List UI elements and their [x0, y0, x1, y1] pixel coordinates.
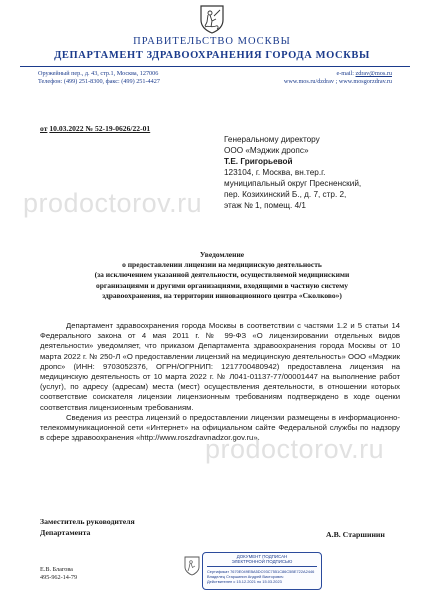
- recipient-line: 123104, г. Москва, вн.тер.г.: [224, 168, 326, 177]
- letter-body: [40, 321, 400, 443]
- websites-text[interactable]: www.mos.ru/dzdrav ; www.mosgorzdrav.ru: [283, 78, 392, 86]
- signatory-name: А.В. Старшинин: [326, 530, 385, 539]
- executor-block: [40, 566, 77, 582]
- esig-info: [207, 569, 319, 585]
- executor-phone: 495-962-14-79: [40, 574, 78, 581]
- signatory-title-line: Департамента: [40, 528, 91, 537]
- recipient-line: Генеральному директору: [224, 135, 320, 144]
- recipient-name: Т.Е. Григорьевой: [224, 157, 293, 166]
- body-paragraph: Департамент здравоохранения города Москвы в соответствии с частями 1.2 и 5 статьи 14 Федерального закона от 4 мая 2011 г. № 99-ФЗ «О лицензировании отдельных видов деятельности» уведомляет, что приказом Департамента здравоохранения города Москвы от 10 марта 2022 г. № 250-Л «О предоставлении лицензий на медицинскую деятельность» ООО «Мэджик дропс» (ИНН: 9703052376, ОГРН/ОГРНИП: 1217700480942) предоставлена лицензия на медицинскую деятельность от 10 марта 2022 г. № Л041-01137-77/00001447 на выполнение работ (услуг), по адресу (адресам) места (мест) осуществления деятельности, в отношении которых соответствие соискателя лицензии лицензионным требованиям подтверждено в ходе оценки соответствия лицензионным требованиям.: [40, 321, 400, 412]
- reference-number: 10.03.2022 № 52-19-0626/22-01: [49, 124, 151, 133]
- subject-line: организациями и другими организациями, входящими в частную систему: [95, 280, 348, 290]
- subject-heading: Уведомление: [199, 250, 245, 259]
- esig-validity: Действителен с 15.12.2021 по 15.03.2023: [207, 579, 282, 585]
- email-link[interactable]: zdrav@mos.ru: [355, 70, 392, 77]
- signatory-title: [40, 516, 135, 538]
- department-title: ДЕПАРТАМЕНТ ЗДРАВООХРАНЕНИЯ ГОРОДА МОСКВЫ: [54, 50, 370, 61]
- watermark-text: prodoctorov.ru: [23, 188, 203, 218]
- esig-heading: [203, 554, 321, 564]
- esig-heading-line: ЭЛЕКТРОННОЙ ПОДПИСЬЮ: [231, 559, 293, 565]
- recipient-block: [224, 134, 414, 211]
- recipient-line: пер. Козихинский Б., д. 7, стр. 2,: [224, 190, 347, 199]
- electronic-signature-stamp: [202, 552, 322, 590]
- document-reference: [40, 124, 150, 133]
- esig-heading-line: ДОКУМЕНТ ПОДПИСАН: [236, 554, 288, 559]
- recipient-line: ООО «Мэджик дропс»: [224, 146, 309, 155]
- moscow-coat-of-arms-small-icon: [184, 556, 200, 576]
- notice-subject: [48, 250, 396, 301]
- moscow-coat-of-arms-icon: [199, 4, 225, 34]
- subject-line: здравоохранения, на территории инновационного центра «Сколково»): [102, 290, 342, 300]
- executor-name: Е.В. Благова: [40, 566, 73, 573]
- body-paragraph: Сведения из реестра лицензий о предоставлении лицензии размещены в информационно-телекоммуникационной сети «Интернет» на официальном сайте Федеральной службы по надзору в сфере здравоохранения «http://www.roszdravnadzor.gov.ru».: [40, 412, 400, 443]
- address-text: Оружейный пер., д. 43, стр.1, Москва, 127006: [38, 70, 159, 77]
- subject-line: о предоставлении лицензии на медицинскую деятельность: [122, 260, 322, 270]
- email-line: [284, 70, 392, 78]
- esig-owner: Владелец Старшинин Андрей Викторович: [207, 574, 284, 580]
- recipient-line: муниципальный округ Пресненский,: [224, 179, 362, 188]
- signatory-title-line: Заместитель руководителя: [40, 517, 135, 526]
- esig-divider: [207, 566, 317, 567]
- watermark-text: prodoctorov.ru: [205, 434, 385, 464]
- contacts-address-block: [38, 70, 160, 87]
- government-title: ПРАВИТЕЛЬСТВО МОСКВЫ: [133, 36, 291, 47]
- contacts-web-block: [284, 70, 392, 87]
- phone-text: Телефон: (499) 251-8300, факс: (499) 251-4427: [38, 78, 160, 86]
- reference-prefix: от: [40, 124, 48, 133]
- letterhead-divider: [20, 66, 410, 67]
- subject-line: (за исключением указанной деятельности, осуществляемой медицинскими: [94, 270, 350, 280]
- esig-certificate: Сертификат 7670E049EBA5DC93C7551C86C5BE722A2446: [207, 569, 315, 574]
- recipient-line: этаж № 1, помещ. 4/1: [224, 201, 306, 210]
- email-label: e-mail:: [336, 70, 354, 77]
